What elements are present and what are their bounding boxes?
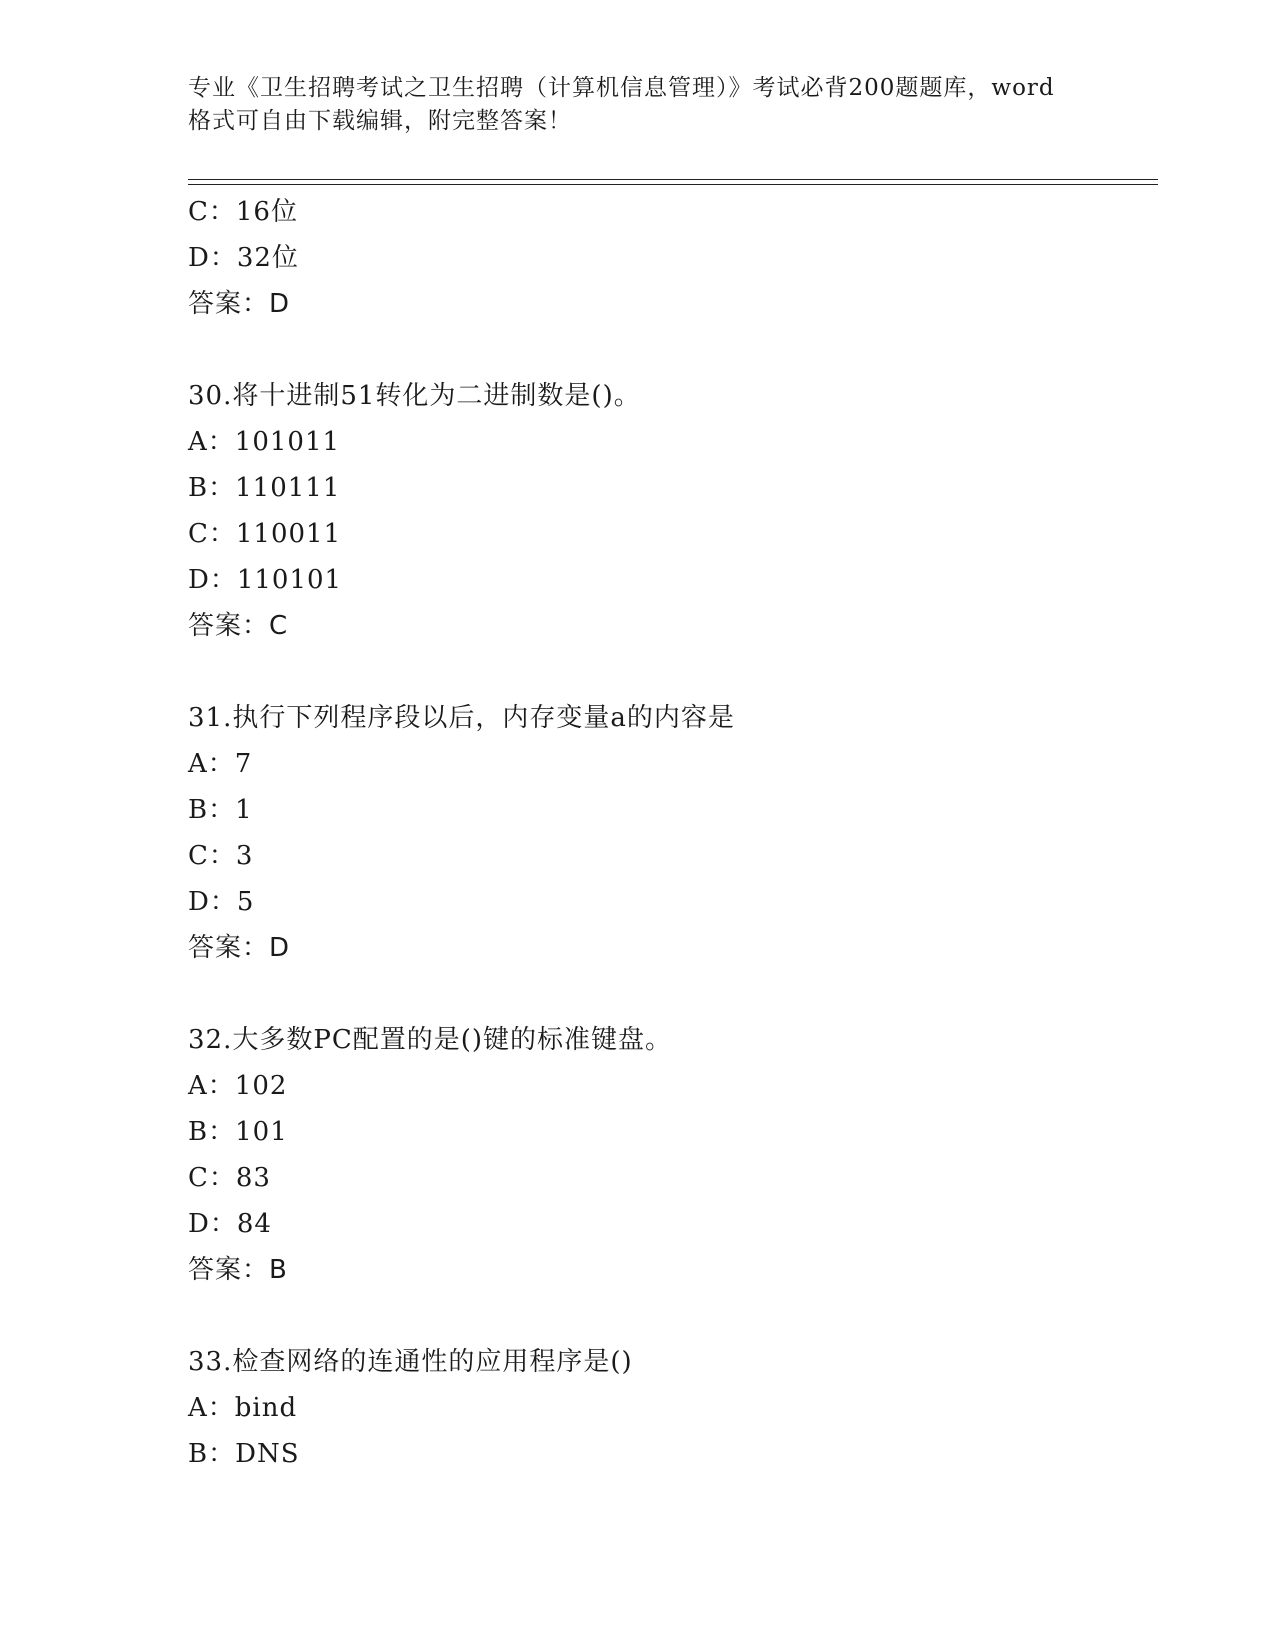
- header-title-line-1: 专业《卫生招聘考试之卫生招聘（计算机信息管理）》考试必背200题题库，word: [188, 75, 1055, 101]
- option-a: A：bind: [188, 1393, 298, 1423]
- option-a: A：7: [188, 749, 253, 779]
- question-stem: 32.大多数PC配置的是()键的标准键盘。: [188, 1025, 673, 1055]
- spacer: [188, 1293, 1158, 1339]
- question-stem: 31.执行下列程序段以后，内存变量a的内容是: [188, 703, 735, 733]
- option-a: A：102: [188, 1071, 288, 1101]
- question-33: [188, 1339, 1158, 1477]
- document-header: [188, 72, 1088, 138]
- question-30: [188, 373, 1158, 649]
- option-a: A：101011: [188, 427, 341, 457]
- option-c: C：83: [188, 1163, 271, 1193]
- spacer: [188, 971, 1158, 1017]
- header-title-line-2: 格式可自由下载编辑，附完整答案！: [188, 108, 572, 134]
- question-stem: 33.检查网络的连通性的应用程序是(): [188, 1347, 633, 1377]
- option-b: B：101: [188, 1117, 288, 1147]
- question-list: [188, 189, 1158, 1477]
- question-29: [188, 189, 1158, 327]
- question-31: [188, 695, 1158, 971]
- option-b: B：DNS: [188, 1439, 300, 1469]
- question-32: [188, 1017, 1158, 1293]
- spacer: [188, 649, 1158, 695]
- answer: 答案：D: [188, 289, 291, 319]
- answer: 答案：D: [188, 933, 291, 963]
- option-c: C：3: [188, 841, 254, 871]
- option-d: D：84: [188, 1209, 272, 1239]
- option-c: C：110011: [188, 519, 342, 549]
- question-stem: 30.将十进制51转化为二进制数是()。: [188, 381, 641, 411]
- spacer: [188, 327, 1158, 373]
- answer: 答案：B: [188, 1255, 288, 1285]
- option-b: B：110111: [188, 473, 341, 503]
- answer: 答案：C: [188, 611, 289, 641]
- header-rule-top: [188, 179, 1158, 180]
- option-d: D：5: [188, 887, 255, 917]
- option-b: B：1: [188, 795, 253, 825]
- header-rule-bottom: [188, 184, 1158, 185]
- option-d: D：32位: [188, 243, 299, 273]
- option-c: C：16位: [188, 197, 298, 227]
- option-d: D：110101: [188, 565, 343, 595]
